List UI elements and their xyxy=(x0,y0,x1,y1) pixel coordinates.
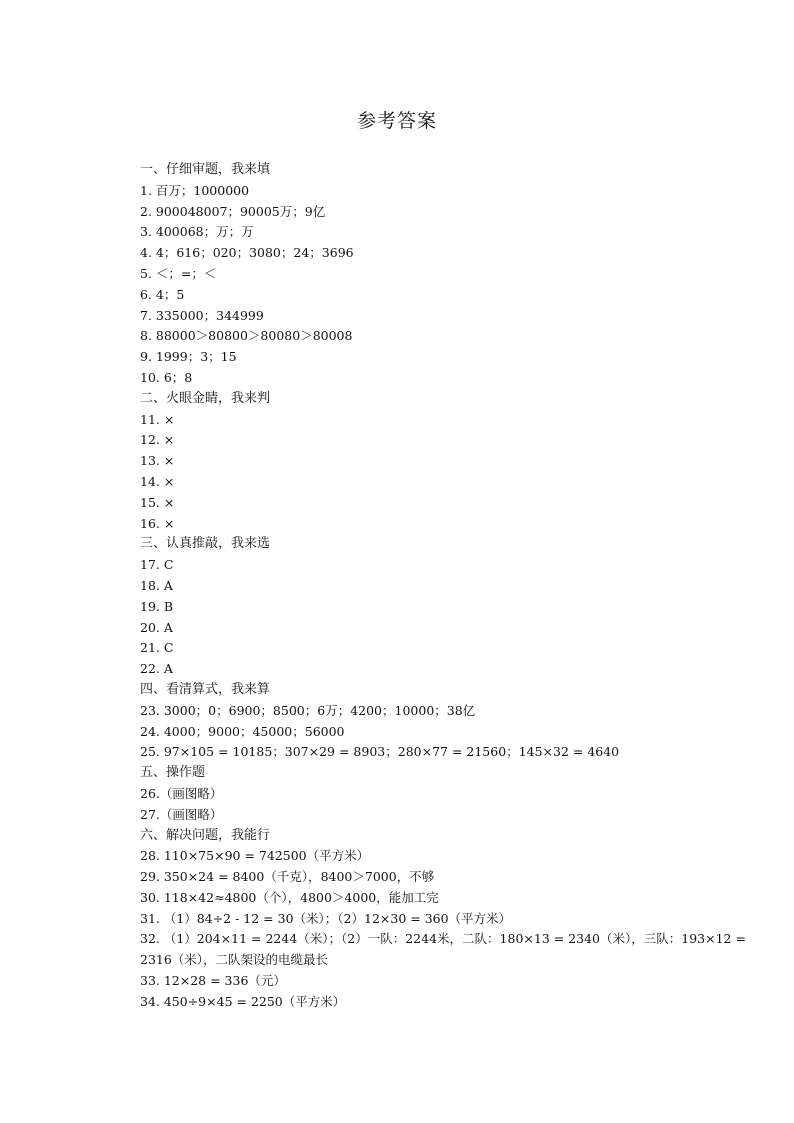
answer-item: 28. 110×75×90 = 742500（平方米） xyxy=(140,848,370,864)
answer-item: 13. × xyxy=(140,453,175,469)
answer-item: 29. 350×24 = 8400（千克），8400＞7000，不够 xyxy=(140,869,435,885)
answer-item: 21. C xyxy=(140,640,174,656)
section-heading: 二、火眼金睛，我来判 xyxy=(140,390,271,406)
answer-item: 14. × xyxy=(140,473,175,489)
answer-item: 22. A xyxy=(140,661,173,677)
answer-item: 4. 4；616；020；3080；24；3696 xyxy=(140,245,354,261)
answer-item: 19. B xyxy=(140,598,174,614)
answer-item: 6. 4；5 xyxy=(140,286,185,302)
page-title: 参考答案 xyxy=(356,110,437,132)
answer-item: 2. 900048007；90005万；9亿 xyxy=(140,203,326,219)
answer-item: 7. 335000；344999 xyxy=(140,307,264,323)
answer-item: 34. 450÷9×45 = 2250（平方米） xyxy=(140,993,346,1009)
answer-item: 32. （1）204×11 = 2244（米）；（2）一队：2244米，二队：180×13 = 2340（米），三队：193×12 = 2316（米），二队架设的电缆最长 xyxy=(140,931,746,968)
answer-item: 25. 97×105 = 10185；307×29 = 8903；280×77 = 21560；145×32 = 4640 xyxy=(140,744,620,760)
answer-item: 27.（画图略） xyxy=(140,806,223,822)
answer-item: 20. A xyxy=(140,619,173,635)
answer-item: 1. 百万；1000000 xyxy=(140,182,250,198)
answer-item: 26.（画图略） xyxy=(140,785,223,801)
answer-item: 11. × xyxy=(140,411,175,427)
section-heading: 三、认真推敲，我来选 xyxy=(140,536,271,552)
answer-item: 24. 4000；9000；45000；56000 xyxy=(140,723,345,739)
answer-item: 16. × xyxy=(140,515,175,531)
answer-item: 31. （1）84÷2 - 12 = 30（米）；（2）12×30 = 360（平方米） xyxy=(140,910,512,926)
answer-item: 10. 6；8 xyxy=(140,369,193,385)
answer-item: 33. 12×28 = 336（元） xyxy=(140,973,286,989)
section-heading: 四、看清算式，我来算 xyxy=(140,681,271,697)
answer-item: 30. 118×42≈4800（个），4800＞4000，能加工完 xyxy=(140,889,439,905)
answer-item: 18. A xyxy=(140,577,173,593)
answer-item: 3. 400068；万；万 xyxy=(140,224,254,240)
answer-item: 5. ＜；=；＜ xyxy=(140,265,217,281)
answer-item: 9. 1999；3；15 xyxy=(140,349,237,365)
answer-item: 15. × xyxy=(140,494,175,510)
answer-item: 17. C xyxy=(140,557,174,573)
section-heading: 一、仔细审题，我来填 xyxy=(140,162,271,177)
answer-item: 12. × xyxy=(140,432,175,448)
answer-list xyxy=(140,160,780,1013)
answer-item: 8. 88000＞80800＞80080＞80008 xyxy=(140,328,353,344)
section-heading: 六、解决问题，我能行 xyxy=(140,827,271,843)
section-heading: 五、操作题 xyxy=(140,765,206,781)
answer-item: 23. 3000；0；6900；8500；6万；4200；10000；38亿 xyxy=(140,702,476,718)
